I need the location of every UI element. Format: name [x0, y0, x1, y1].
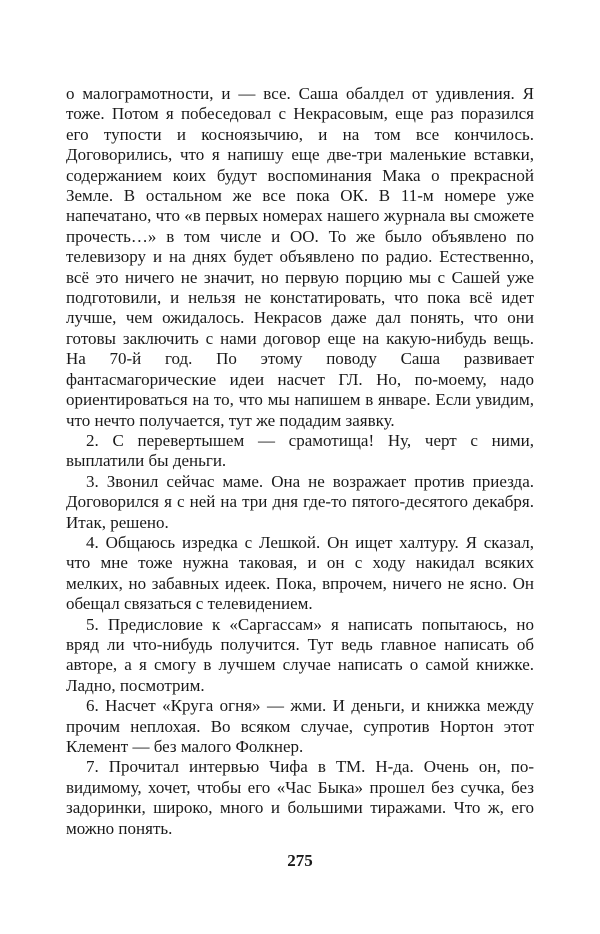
paragraph-item-4: 4. Общаюсь изредка с Лешкой. Он ищет халтуру. Я сказал, что мне тоже нужна таковая, и он с ходу накидал всяких мелких, но забавных идеек. Пока, впрочем, ничего не ясно. Он обещал связаться с телевидением.	[66, 532, 534, 614]
body-text	[66, 84, 534, 839]
paragraph-item-2: 2. С перевертышем — срамотища! Ну, черт с ними, выплатили бы деньги.	[66, 430, 534, 471]
paragraph-item-5: 5. Предисловие к «Саргассам» я написать попытаюсь, но вряд ли что-нибудь получится. Тут ведь главное написать об авторе, а я смогу в лучшем случае написать о самой книжке. Ладно, посмотрим.	[66, 614, 534, 695]
paragraph-item-6: 6. Насчет «Круга огня» — жми. И деньги, и книжка между прочим неплохая. Во всяком случае, супротив Нортон этот Клемент — без малого Фолкнер.	[66, 696, 534, 756]
paragraph-item-7: 7. Прочитал интервью Чифа в ТМ. Н-да. Очень он, по-видимому, хочет, чтобы его «Час Быка» прошел без сучка, без задоринки, широко, много и большими тиражами. Что ж, его можно понять.	[66, 757, 534, 838]
page-number: 275	[287, 851, 313, 870]
paragraph-continuation: о малограмотности, и — все. Саша обалдел от удивления. Я тоже. Потом я побеседовал с Некрасовым, еще раз поразился его тупости и косноязычию, и на том все кончилось. Договорились, что я напишу еще две-три маленькие вставки, содержанием коих будут воспоминания Мака о прекрасной Земле. В остальном же все пока ОК. В 11-м номере уже напечатано, что «в первых номерах нашего журнала вы сможете прочесть…» в том числе и ОО. То же было объявлено по телевизору и на днях будет объявлено по радио. Естественно, всё это ничего не значит, но первую порцию мы с Сашей уже подготовили, и нельзя не констатировать, что пока всё идет лучше, чем ожидалось. Некрасов даже дал понять, что они готовы заключить с нами договор еще на какую-нибудь вещь. На 70-й год. По этому поводу Саша развивает фантасмагорические идеи насчет ГЛ. Но, по-моему, надо ориентироваться на то, что мы напишем в январе. Если увидим, что нечто получается, тут же подадим заявку.	[66, 84, 534, 430]
paragraph-item-3: 3. Звонил сейчас маме. Она не возражает против приезда. Договорился я с ней на три дня где-то пятого-десятого декабря. Итак, решено.	[66, 471, 534, 532]
